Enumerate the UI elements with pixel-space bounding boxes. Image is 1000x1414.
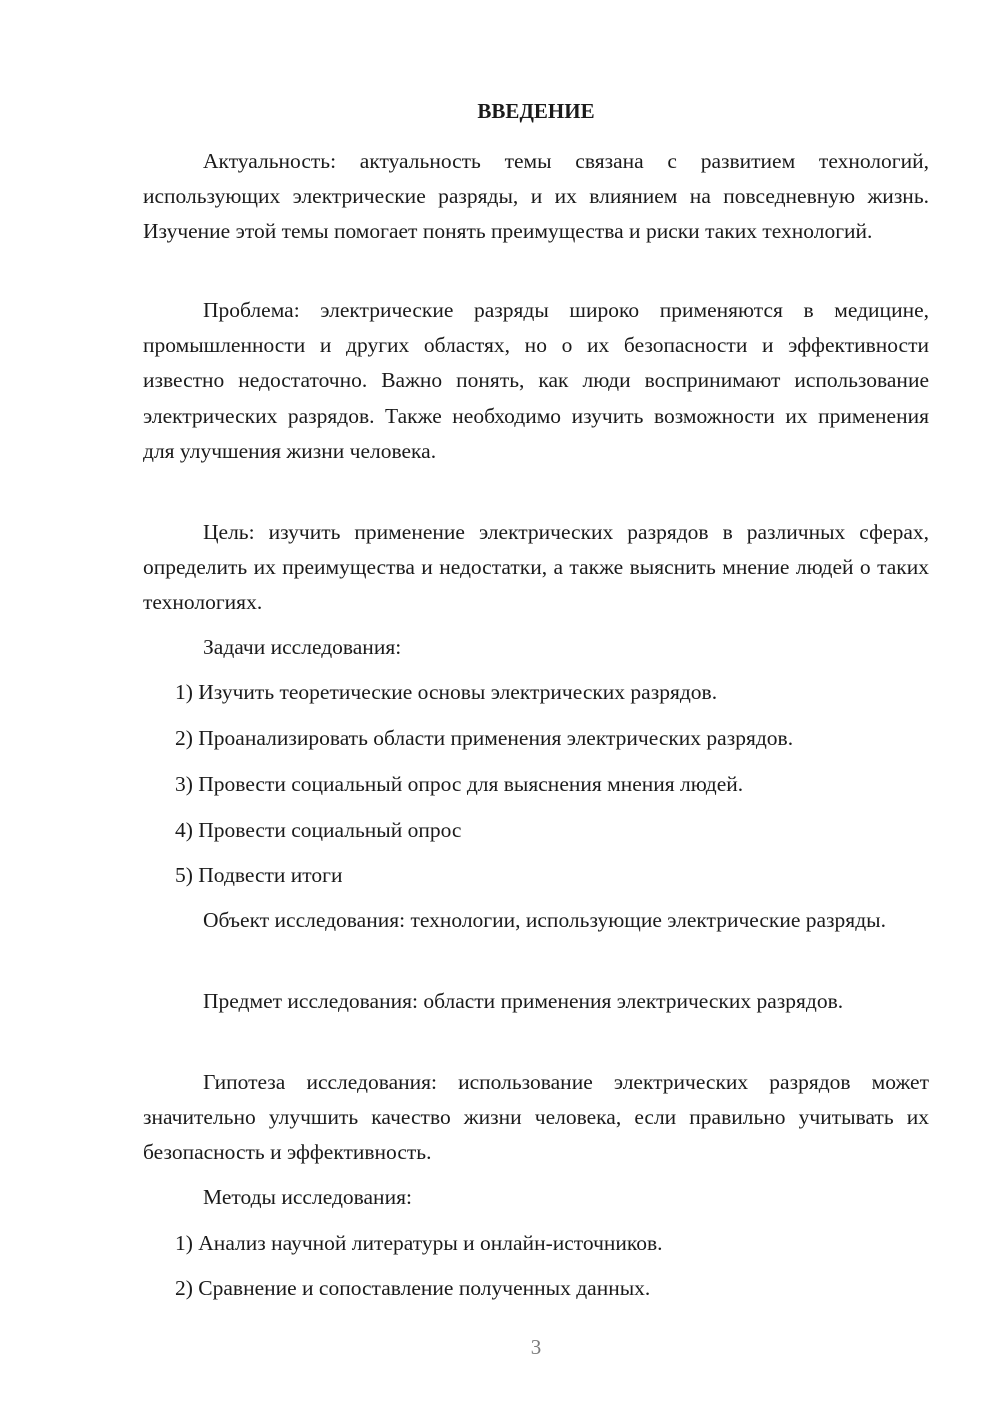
paragraph-hypothesis: Гипотеза исследования: использование электрических разрядов может значительно улучшить качество жизни человека, если правильно учитывать их безопасность и эффективность.	[143, 1070, 929, 1165]
section-heading: ВВЕДЕНИЕ	[477, 99, 595, 123]
method-item: 1) Анализ научной литературы и онлайн-источников.	[175, 1231, 663, 1255]
paragraph-relevance: Актуальность: актуальность темы связана с развитием технологий, использующих электрические разряды, и их влиянием на повседневную жизнь. Изучение этой темы помогает понять преимущества и риски таких технологий.	[143, 149, 929, 244]
task-item: 1) Изучить теоретические основы электрических разрядов.	[175, 680, 718, 704]
task-item: 3) Провести социальный опрос для выяснения мнения людей.	[175, 772, 744, 796]
task-item: 5) Подвести итоги	[175, 863, 343, 887]
method-item: 2) Сравнение и сопоставление полученных данных.	[175, 1276, 651, 1300]
methods-label: Методы исследования:	[203, 1185, 412, 1209]
paragraph-goal: Цель: изучить применение электрических разрядов в различных сферах, определить их преимущества и недостатки, а также выяснить мнение людей о таких технологиях.	[143, 520, 929, 615]
task-item: 4) Провести социальный опрос	[175, 818, 462, 842]
task-item: 2) Проанализировать области применения электрических разрядов.	[175, 726, 794, 750]
tasks-label: Задачи исследования:	[203, 635, 402, 659]
page-number: 3	[530, 1335, 542, 1359]
paragraph-subject: Предмет исследования: области применения электрических разрядов.	[203, 989, 844, 1013]
paragraph-object: Объект исследования: технологии, использующие электрические разряды.	[203, 908, 886, 932]
paragraph-problem: Проблема: электрические разряды широко применяются в медицине, промышленности и других областях, но о их безопасности и эффективности известно недостаточно. Важно понять, как люди воспринимают использование электрических разрядов. Также необходимо изучить возможности их применения для улучшения жизни человека.	[143, 298, 929, 463]
